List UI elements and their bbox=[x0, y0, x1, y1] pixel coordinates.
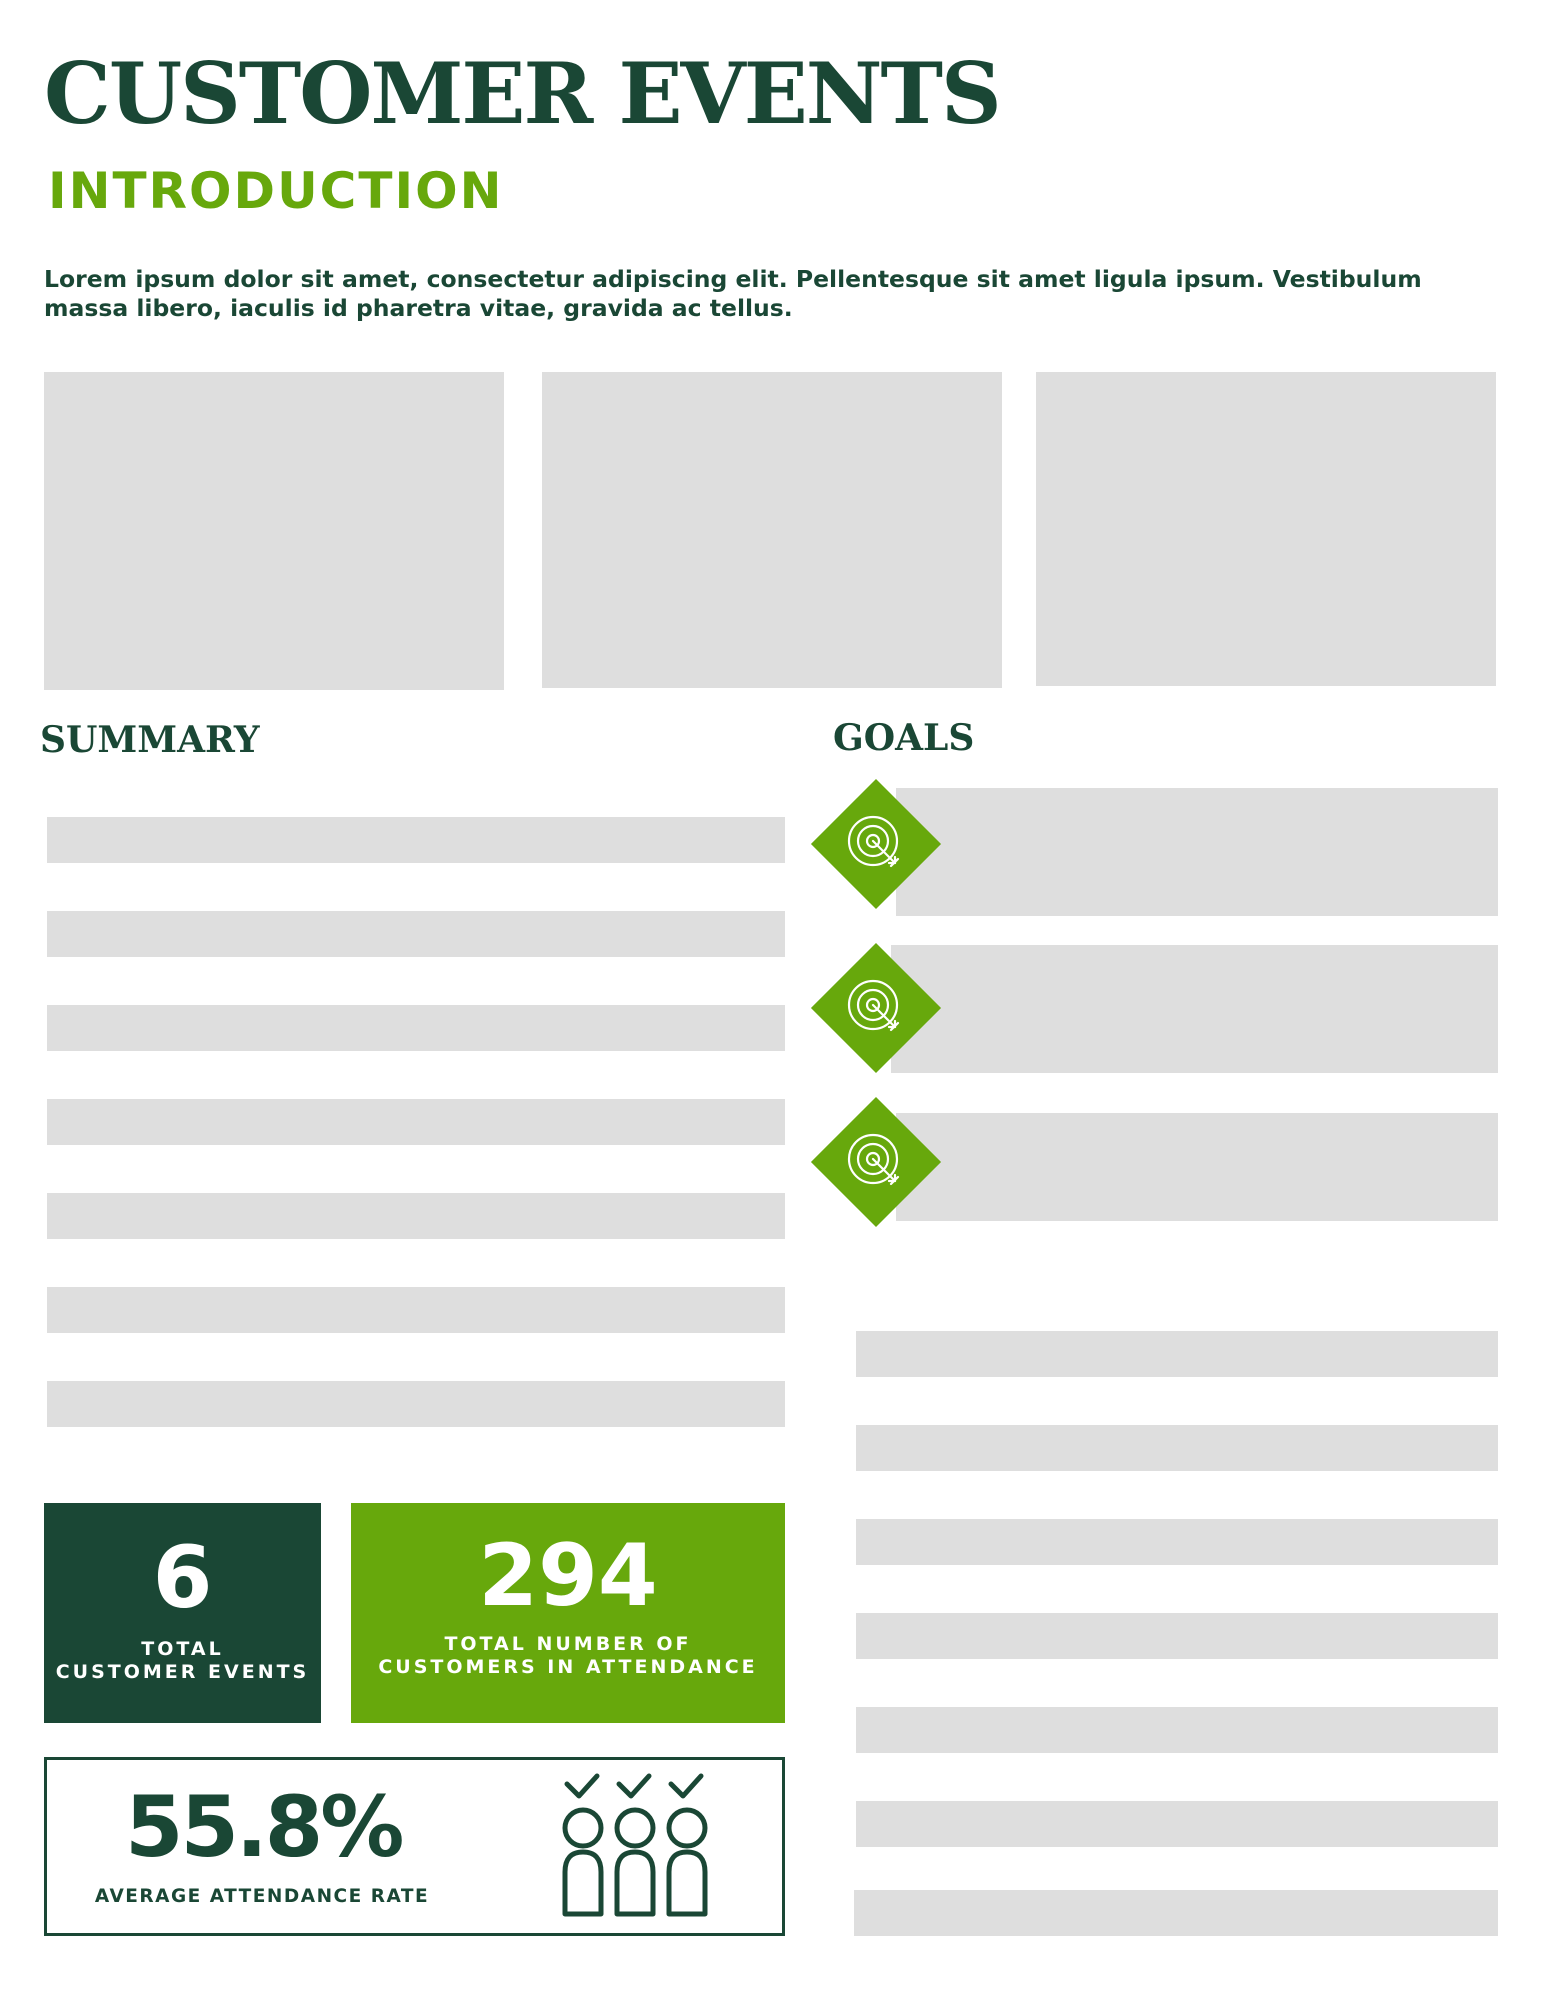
goals-heading: GOALS bbox=[833, 717, 975, 759]
stat-label-line1: TOTAL NUMBER OF bbox=[444, 1633, 692, 1655]
summary-text-line bbox=[47, 1193, 785, 1239]
stat-label-line2: CUSTOMER EVENTS bbox=[55, 1661, 310, 1683]
stat-label-line2: CUSTOMERS IN ATTENDANCE bbox=[378, 1656, 758, 1678]
summary-text-line bbox=[47, 1381, 785, 1427]
goal-text-placeholder bbox=[896, 1113, 1498, 1221]
goals-text-line bbox=[856, 1801, 1498, 1847]
target-arrow-icon bbox=[843, 811, 909, 877]
summary-heading: SUMMARY bbox=[40, 719, 260, 761]
stat-label-line1: TOTAL bbox=[141, 1638, 224, 1660]
stat-total-events bbox=[44, 1503, 321, 1723]
summary-text-line bbox=[47, 1287, 785, 1333]
goals-text-line bbox=[854, 1890, 1498, 1936]
intro-paragraph: Lorem ipsum dolor sit amet, consectetur adipiscing elit. Pellentesque sit amet ligula ipsum. Vestibulum massa libero, iaculis id pharetra vitae, gravida ac tellus. bbox=[44, 265, 1422, 322]
image-placeholder-3 bbox=[1036, 372, 1496, 686]
stat-value: 294 bbox=[478, 1526, 658, 1626]
goals-text-line bbox=[856, 1331, 1498, 1377]
goals-text-line bbox=[856, 1519, 1498, 1565]
goals-text-line bbox=[856, 1613, 1498, 1659]
stat-label: AVERAGE ATTENDANCE RATE bbox=[94, 1886, 430, 1907]
goal-text-placeholder bbox=[891, 945, 1498, 1073]
people-checkmark-icon bbox=[561, 1770, 731, 1920]
goals-text-line bbox=[856, 1425, 1498, 1471]
page-subtitle: INTRODUCTION bbox=[48, 162, 504, 220]
stat-total-attendance bbox=[351, 1503, 785, 1723]
stat-value: 55.8% bbox=[125, 1778, 402, 1876]
summary-text-line bbox=[47, 1005, 785, 1051]
image-placeholder-2 bbox=[542, 372, 1002, 688]
page-title: CUSTOMER EVENTS bbox=[44, 44, 1000, 143]
summary-text-line bbox=[47, 1099, 785, 1145]
summary-text-line bbox=[47, 817, 785, 863]
goals-text-line bbox=[856, 1707, 1498, 1753]
stat-attendance-rate bbox=[44, 1757, 785, 1936]
stat-value: 6 bbox=[152, 1528, 213, 1628]
summary-text-line bbox=[47, 911, 785, 957]
goal-text-placeholder bbox=[896, 788, 1498, 916]
image-placeholder-1 bbox=[44, 372, 504, 690]
target-arrow-icon bbox=[843, 975, 909, 1041]
target-arrow-icon bbox=[843, 1129, 909, 1195]
